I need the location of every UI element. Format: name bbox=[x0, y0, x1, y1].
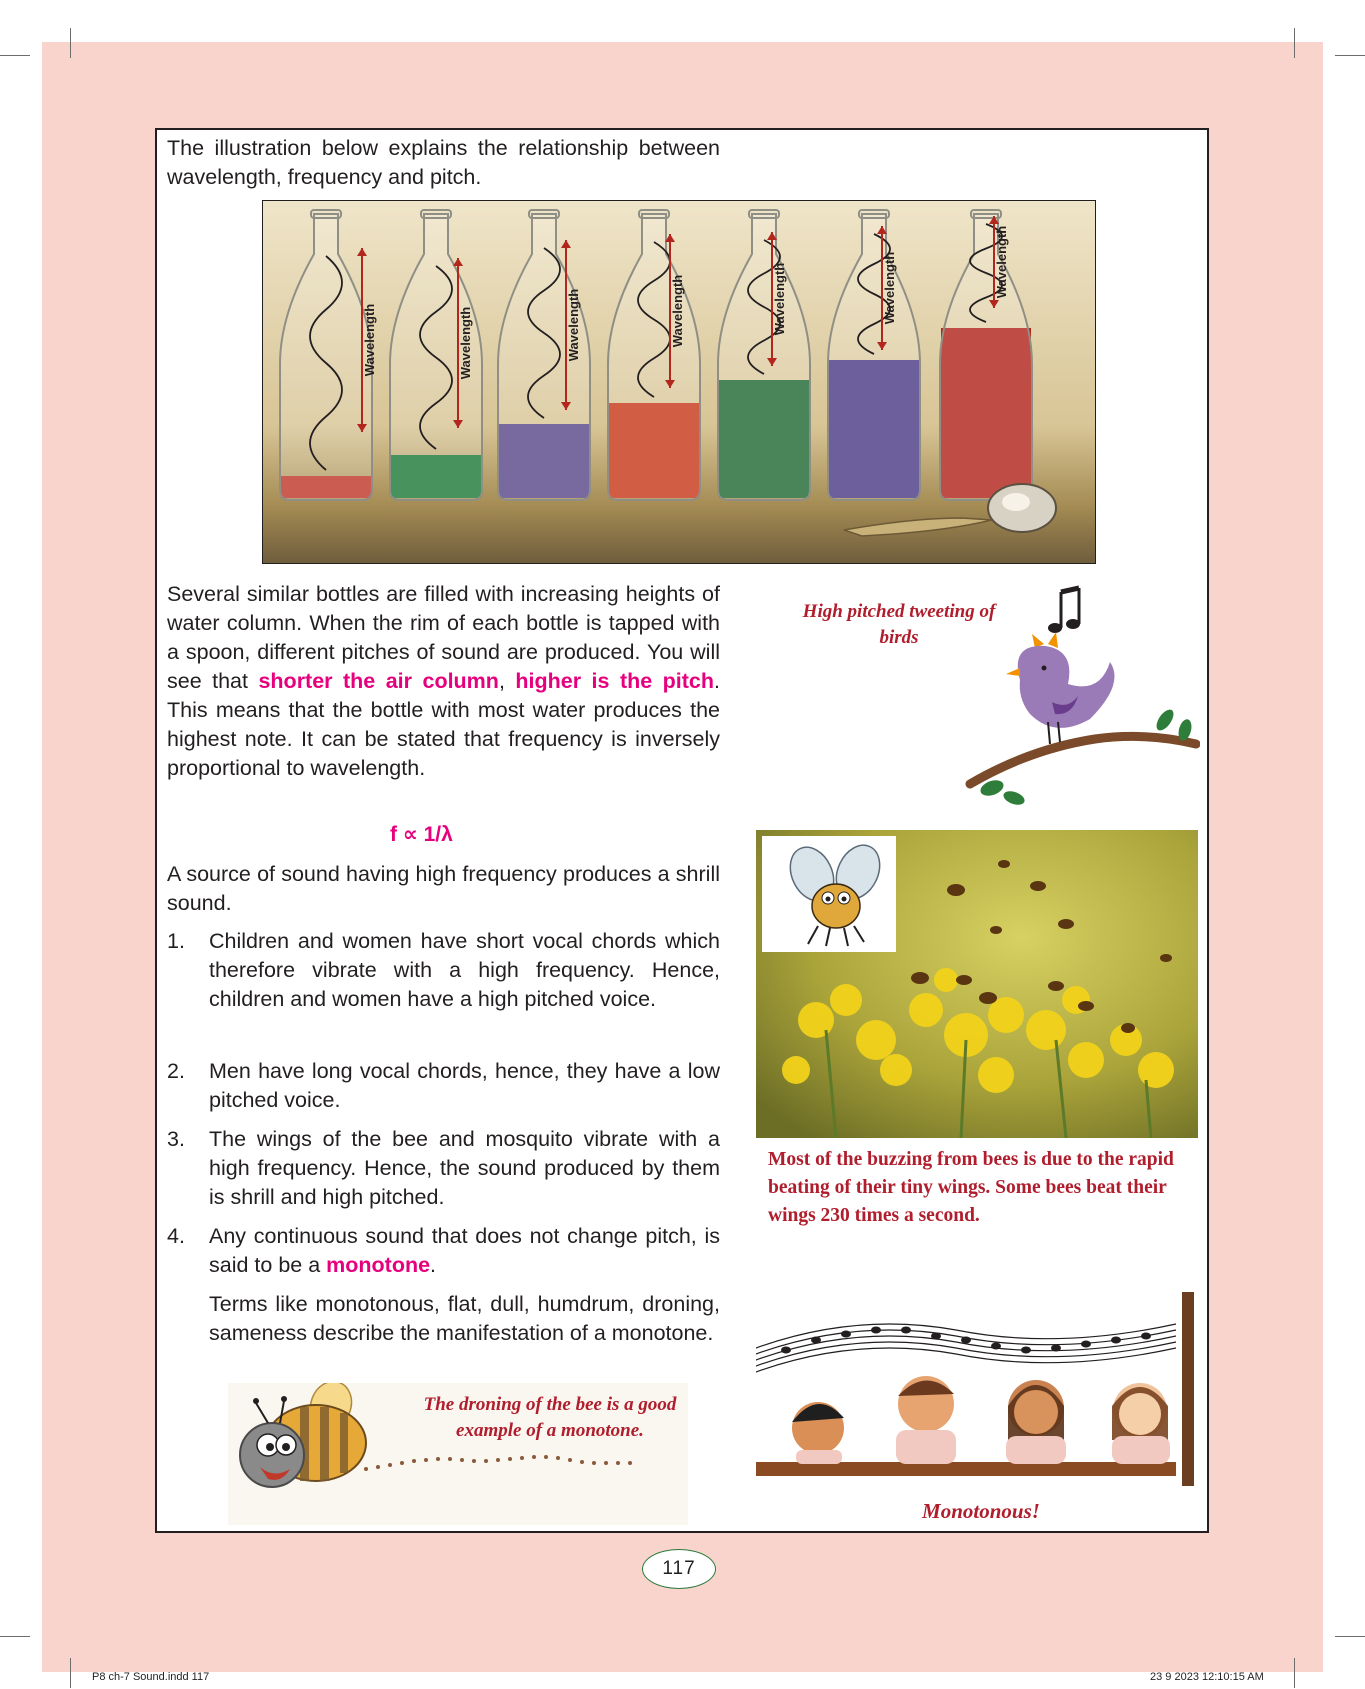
list-item-number: 4. bbox=[167, 1224, 185, 1248]
crop-mark bbox=[1335, 55, 1365, 56]
slug-right: 23 9 2023 12:10:15 AM bbox=[1150, 1671, 1264, 1683]
music-note-icon bbox=[1048, 588, 1080, 633]
crop-mark bbox=[70, 1658, 71, 1688]
wavelength-label: Wavelength bbox=[362, 303, 377, 377]
terms-text: Terms like monotonous, flat, dull, humdrum, droning, sameness describe the manifestation of a monotone. bbox=[209, 1292, 720, 1345]
list-item-number: 3. bbox=[167, 1127, 185, 1151]
crop-mark bbox=[1294, 28, 1295, 58]
slug-left: P8 ch-7 Sound.indd 117 bbox=[92, 1671, 210, 1683]
intro-text: The illustration below explains the relationship between wavelength, frequency and pitch. bbox=[167, 136, 720, 189]
bird-caption: High pitched tweeting of birds bbox=[802, 601, 996, 648]
bottles-explanation: Several similar bottles are filled with increasing heights of water column. When the rim of each bottle is tapped with a spoon, different pitches of sound are produced. You will see that shorter the air column, higher is the pitch. This means that the bottle with most water produces the highest note. It can be stated that frequency is inversely proportional to wavelength. bbox=[167, 582, 721, 780]
crop-mark bbox=[1294, 1658, 1295, 1688]
crop-mark bbox=[70, 28, 71, 58]
highlight-monotone: monotone bbox=[326, 1253, 431, 1277]
highlight-higher-pitch: higher is the pitch bbox=[515, 669, 715, 693]
wavelength-label: Wavelength bbox=[458, 306, 473, 380]
bee-caption: The droning of the bee is a good example of a monotone. bbox=[423, 1394, 677, 1441]
list-item: The wings of the bee and mosquito vibrate with a high frequency. Hence, the sound produced by them is shrill and high pitched. bbox=[209, 1127, 720, 1209]
wavelength-label: Wavelength bbox=[670, 274, 685, 348]
bottles-illustration bbox=[262, 200, 1096, 564]
highlight-shorter-air-column: shorter the air column bbox=[258, 669, 499, 693]
wavelength-label: Wavelength bbox=[772, 262, 787, 336]
wavelength-label: Wavelength bbox=[882, 251, 897, 325]
bees-photo bbox=[756, 830, 1198, 1138]
kids-caption: Monotonous! bbox=[922, 1499, 1040, 1523]
list-item-number: 1. bbox=[167, 929, 185, 953]
wavelength-label: Wavelength bbox=[994, 225, 1009, 299]
list-item-number: 2. bbox=[167, 1059, 185, 1083]
high-frequency-text: A source of sound having high frequency produces a shrill sound. bbox=[167, 862, 720, 915]
crop-mark bbox=[1335, 1636, 1365, 1637]
page-number: 117 bbox=[642, 1549, 716, 1589]
wavelength-label: Wavelength bbox=[566, 288, 581, 362]
bees-note: Most of the buzzing from bees is due to the rapid beating of their tiny wings. Some bees beat their wings 230 times a second. bbox=[768, 1149, 1174, 1226]
list-item: Men have long vocal chords, hence, they have a low pitched voice. bbox=[209, 1059, 720, 1112]
kids-illustration bbox=[756, 1290, 1200, 1490]
list-item: Children and women have short vocal chords which therefore vibrate with a high frequency. Hence, children and women have a high pitched voice. bbox=[209, 929, 720, 1011]
crop-mark bbox=[0, 1636, 30, 1637]
list-item: Any continuous sound that does not change pitch, is said to be a monotone. bbox=[209, 1224, 720, 1277]
crop-mark bbox=[0, 55, 30, 56]
formula: f ∝ 1/λ bbox=[390, 823, 453, 846]
